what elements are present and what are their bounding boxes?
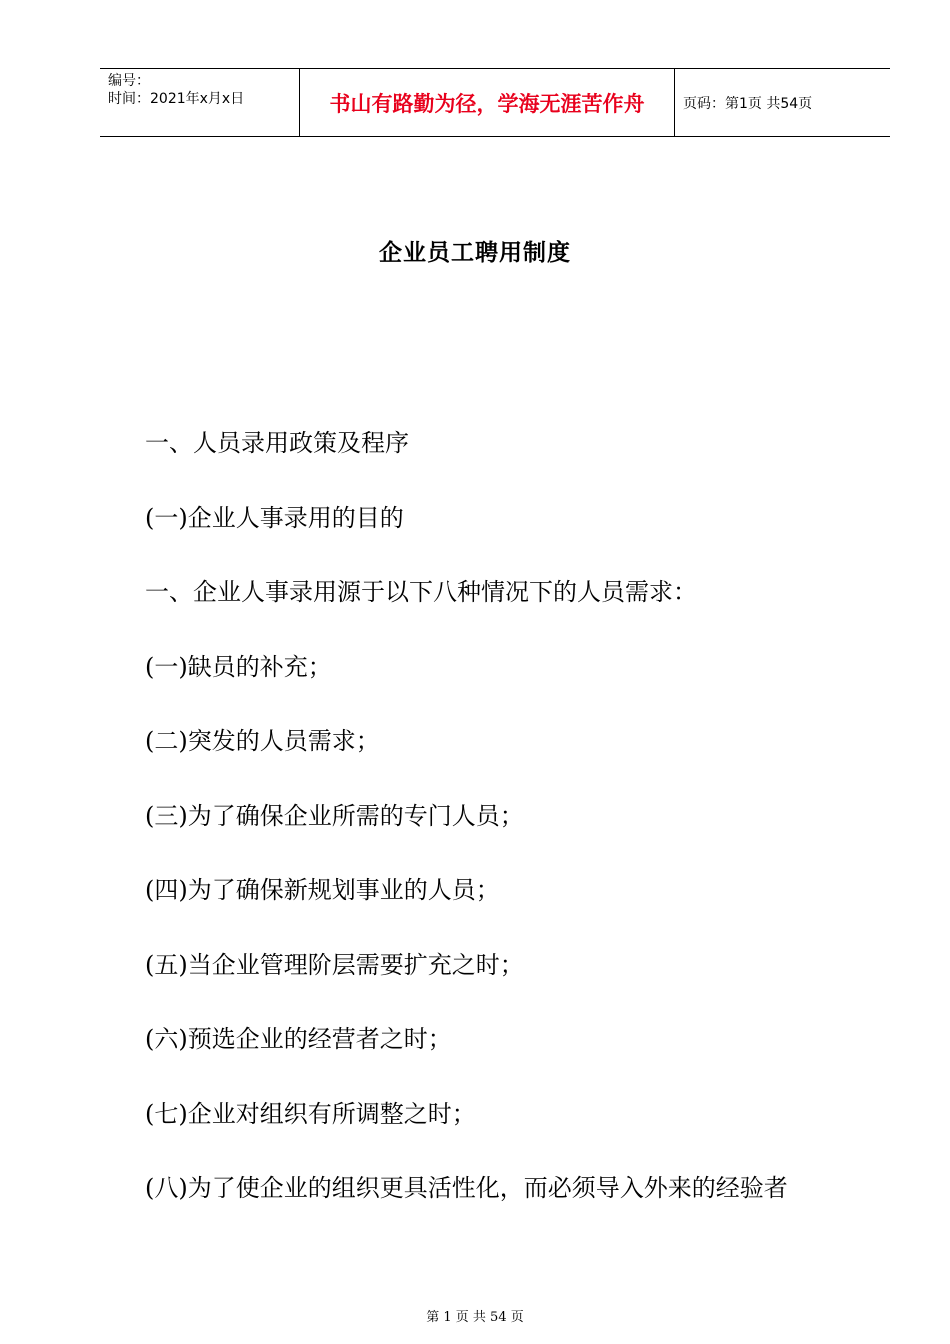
body-line: (七)企业对组织有所调整之时； xyxy=(145,1099,476,1128)
body-line: (六)预选企业的经营者之时； xyxy=(145,1025,452,1053)
header-page-info xyxy=(675,69,890,136)
body-line: 一、企业人事录用源于以下八种情况下的人员需求： xyxy=(145,578,697,606)
body-line: (一)企业人事录用的目的 xyxy=(145,503,404,532)
body-line: (一)缺员的补充； xyxy=(145,652,332,681)
document-body xyxy=(145,425,865,1245)
body-line: (八)为了使企业的组织更具活性化，而必须导入外来的经验者 xyxy=(145,1174,788,1202)
document-title: 企业员工聘用制度 xyxy=(379,240,571,266)
body-line: (二)突发的人员需求； xyxy=(145,727,380,755)
serial-number-label: 编号： xyxy=(108,73,150,89)
footer-page-number: 第 1 页 共 54 页 xyxy=(426,1310,524,1325)
page-info-text: 页码：第1页 共54页 xyxy=(683,95,813,112)
header-motto: 书山有路勤为径，学海无涯苦作舟 xyxy=(300,69,675,136)
page-footer xyxy=(0,1306,950,1325)
header-meta xyxy=(100,69,300,136)
body-line: (五)当企业管理阶层需要扩充之时； xyxy=(145,950,524,979)
body-line: (三)为了确保企业所需的专门人员； xyxy=(145,801,524,830)
page-header xyxy=(100,68,890,137)
date-line: 时间：2021年x月x日 xyxy=(108,91,245,107)
body-line: 一、人员录用政策及程序 xyxy=(145,429,409,457)
body-line: (四)为了确保新规划事业的人员； xyxy=(145,876,500,904)
